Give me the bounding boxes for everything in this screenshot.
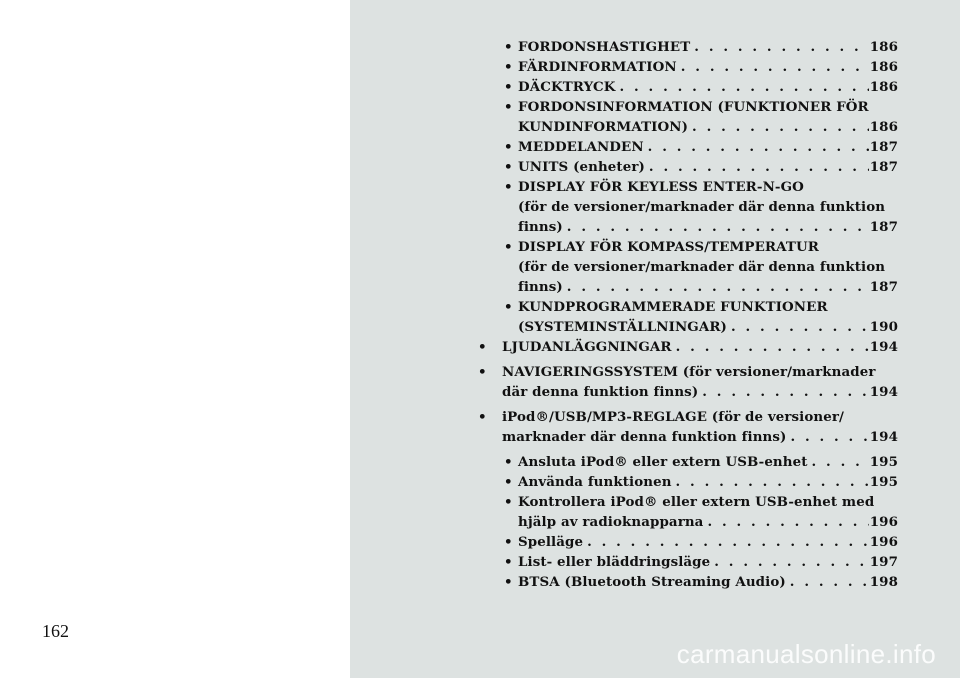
dot-leader [587,532,869,552]
toc-entry-line [518,237,898,257]
toc-entry-line [518,532,898,552]
toc-page-number: 195 [869,454,898,470]
toc-entry-title: KUNDPROGRAMMERADE FUNKTIONER [518,299,828,315]
toc-entry-title: DÄCKTRYCK [518,79,616,95]
dot-leader [567,217,869,237]
toc-entry-line [518,157,898,177]
toc-entry [478,137,898,157]
bullet-icon: • [504,79,513,95]
bullet-icon: • [504,494,513,510]
toc-entry-title: KUNDINFORMATION) [518,119,689,135]
bullet-icon: • [504,39,513,55]
toc-page-number: 194 [869,429,898,445]
toc-page-number: 197 [869,554,898,570]
toc-page-number: 186 [869,119,898,135]
toc-entry-title: FORDONSHASTIGHET [518,39,691,55]
toc-entry [478,492,898,532]
toc-entry [478,237,898,297]
toc-entry [478,572,898,592]
table-of-contents [478,37,898,592]
toc-entry-line [518,257,898,277]
dot-leader [790,572,869,592]
toc-entry [478,362,898,402]
dot-leader [707,512,868,532]
toc-entry-line [518,277,898,297]
toc-entry-title: LJUDANLÄGGNINGAR [502,339,672,355]
toc-entry-line [518,317,898,337]
dot-leader [620,77,869,97]
toc-entry-title: List- eller bläddringsläge [518,554,711,570]
toc-entry [478,97,898,137]
toc-entry-title: hjälp av radioknapparna [518,514,704,530]
toc-entry-title: iPod®/USB/MP3-REGLAGE (för de versioner/ [502,409,844,425]
bullet-icon: • [504,239,513,255]
toc-page-number: 187 [869,139,898,155]
toc-entry-line [518,197,898,217]
dot-leader [731,317,869,337]
toc-entry [478,157,898,177]
toc-entry-title: Kontrollera iPod® eller extern USB-enhet med [518,494,875,510]
toc-entry-line [502,382,898,402]
toc-entry-line [518,117,898,137]
toc-entry [478,472,898,492]
bullet-icon: • [478,364,487,380]
dot-leader [694,37,868,57]
left-margin [0,0,350,678]
toc-entry-title: där denna funktion finns) [502,384,699,400]
toc-page-number: 187 [869,279,898,295]
toc-page-number: 186 [869,79,898,95]
dot-leader [649,157,869,177]
toc-entry [478,77,898,97]
toc-entry [478,297,898,337]
toc-entry [478,407,898,447]
toc-entry-title: (SYSTEMINSTÄLLNINGAR) [518,319,727,335]
page-number: 162 [42,621,69,641]
toc-page-number: 187 [869,219,898,235]
toc-entry-line [518,97,898,117]
toc-entry [478,552,898,572]
toc-entry-title: BTSA (Bluetooth Streaming Audio) [518,574,786,590]
toc-entry-line [502,362,898,382]
toc-entry-title: (för de versioner/marknader där denna funktion [518,259,886,275]
toc-entry-title: Spelläge [518,534,584,550]
toc-entry-line [518,512,898,532]
watermark-text: carmanualsonline.info [676,639,936,669]
dot-leader [692,117,869,137]
bullet-icon: • [504,574,513,590]
toc-entry-line [502,407,898,427]
toc-entry-title: Ansluta iPod® eller extern USB-enhet [518,454,808,470]
bullet-icon: • [504,139,513,155]
toc-entry-line [518,77,898,97]
bullet-icon: • [504,554,513,570]
dot-leader [812,452,869,472]
bullet-icon: • [504,179,513,195]
toc-page-number: 186 [869,59,898,75]
toc-entry-title: NAVIGERINGSSYSTEM (för versioner/marknader [502,364,876,380]
toc-entry-line [502,427,898,447]
bullet-icon: • [504,474,513,490]
toc-entry-title: DISPLAY FÖR KOMPASS/TEMPERATUR [518,239,819,255]
dot-leader [790,427,868,447]
toc-page-number: 195 [869,474,898,490]
bullet-icon: • [504,454,513,470]
toc-entry [478,57,898,77]
toc-entry [478,37,898,57]
toc-page-number: 196 [869,514,898,530]
toc-entry-line [518,297,898,317]
toc-entry-title: UNITS (enheter) [518,159,645,175]
dot-leader [567,277,869,297]
toc-page-number: 194 [869,384,898,400]
toc-entry-title: FÄRDINFORMATION [518,59,677,75]
toc-entry [478,452,898,472]
toc-entry-title: FORDONSINFORMATION (FUNKTIONER FÖR [518,99,869,115]
toc-entry [478,532,898,552]
toc-entry-title: finns) [518,279,563,295]
dot-leader [676,472,869,492]
dot-leader [676,337,869,357]
toc-entry-title: (för de versioner/marknader där denna funktion [518,199,886,215]
bullet-icon: • [504,59,513,75]
toc-entry-title: finns) [518,219,563,235]
toc-entry-line [518,492,898,512]
toc-entry-line [502,337,898,357]
toc-entry-line [518,57,898,77]
toc-entry-title: marknader där denna funktion finns) [502,429,787,445]
toc-page-number: 196 [869,534,898,550]
bullet-icon: • [478,339,487,355]
toc-entry-title: DISPLAY FÖR KEYLESS ENTER-N-GO [518,179,804,195]
bullet-icon: • [504,299,513,315]
dot-leader [714,552,868,572]
toc-entry [478,177,898,237]
dot-leader [681,57,869,77]
toc-entry-line [518,177,898,197]
toc-entry-line [518,137,898,157]
bullet-icon: • [478,409,487,425]
toc-entry-title: Använda funktionen [518,474,672,490]
toc-page-number: 198 [869,574,898,590]
toc-entry-title: MEDDELANDEN [518,139,644,155]
bullet-icon: • [504,534,513,550]
toc-entry-line [518,37,898,57]
toc-page-number: 190 [869,319,898,335]
toc-page-number: 194 [869,339,898,355]
bullet-icon: • [504,99,513,115]
toc-entry-line [518,552,898,572]
toc-entry-line [518,452,898,472]
dot-leader [648,137,869,157]
bullet-icon: • [504,159,513,175]
toc-page-number: 187 [869,159,898,175]
toc-entry [478,337,898,357]
toc-entry-line [518,472,898,492]
toc-entry-line [518,572,898,592]
toc-entry-line [518,217,898,237]
dot-leader [702,382,868,402]
toc-page-number: 186 [869,39,898,55]
